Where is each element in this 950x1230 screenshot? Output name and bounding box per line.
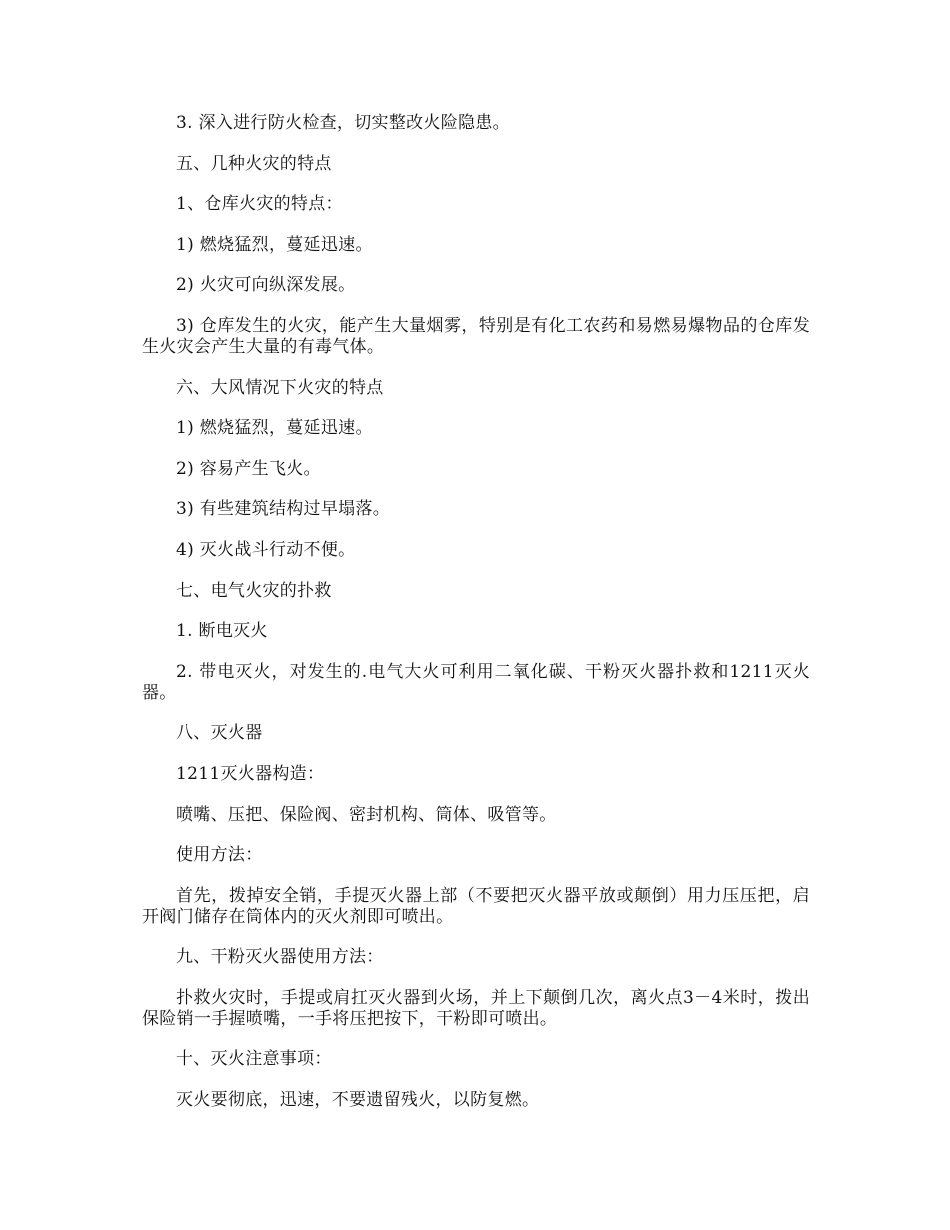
paragraph-item-3: 3. 深入进行防火检查，切实整改火险隐患。 — [176, 113, 510, 133]
paragraph-precautions: 灭火要彻底，迅速，不要遗留残火，以防复燃。 — [176, 1090, 540, 1111]
section-heading-6: 六、大风情况下火灾的特点 — [176, 377, 384, 398]
subheading-warehouse-fire: 1、仓库火灾的特点： — [176, 194, 343, 215]
section-heading-10: 十、灭火注意事项： — [176, 1049, 332, 1070]
section-heading-5: 五、几种火灾的特点 — [176, 153, 332, 174]
subheading-1211-structure: 1211灭火器构造： — [176, 763, 325, 784]
paragraph-dry-powder-usage: 扑救火灾时，手提或肩扛灭火器到火场，并上下颠倒几次，离火点3－4米时，拨出保险销一手握喷嘴，一手将压把按下，干粉即可喷出。 — [142, 987, 810, 1029]
list-item: 1) 燃烧猛烈，蔓延迅速。 — [176, 418, 373, 439]
section-heading-7: 七、电气火灾的扑救 — [176, 580, 332, 601]
paragraph-usage-steps: 首先，拨掉安全销，手提灭火器上部（不要把灭火器平放或颠倒）用力压压把，启开阀门储存在筒体内的灭火剂即可喷出。 — [142, 885, 810, 927]
list-item: 1. 断电灭火 — [176, 621, 268, 642]
paragraph-components: 喷嘴、压把、保险阀、密封机构、筒体、吸管等。 — [176, 804, 557, 825]
list-item: 2. 带电灭火，对发生的.电气大火可利用二氧化碳、干粉灭火器扑救和1211灭火器。 — [142, 661, 810, 703]
document-page — [142, 113, 810, 1131]
section-heading-9: 九、干粉灭火器使用方法： — [176, 947, 384, 968]
list-item: 2) 火灾可向纵深发展。 — [176, 275, 356, 296]
section-heading-8: 八、灭火器 — [176, 723, 263, 744]
list-item: 3) 仓库发生的火灾，能产生大量烟雾，特别是有化工农药和易燃易爆物品的仓库发生火灾会产生大量的有毒气体。 — [142, 315, 810, 357]
subheading-usage: 使用方法： — [176, 845, 263, 866]
list-item: 4) 灭火战斗行动不便。 — [176, 539, 356, 560]
list-item: 2) 容易产生飞火。 — [176, 458, 321, 479]
list-item: 1) 燃烧猛烈，蔓延迅速。 — [176, 234, 373, 255]
list-item: 3) 有些建筑结构过早塌落。 — [176, 499, 391, 520]
